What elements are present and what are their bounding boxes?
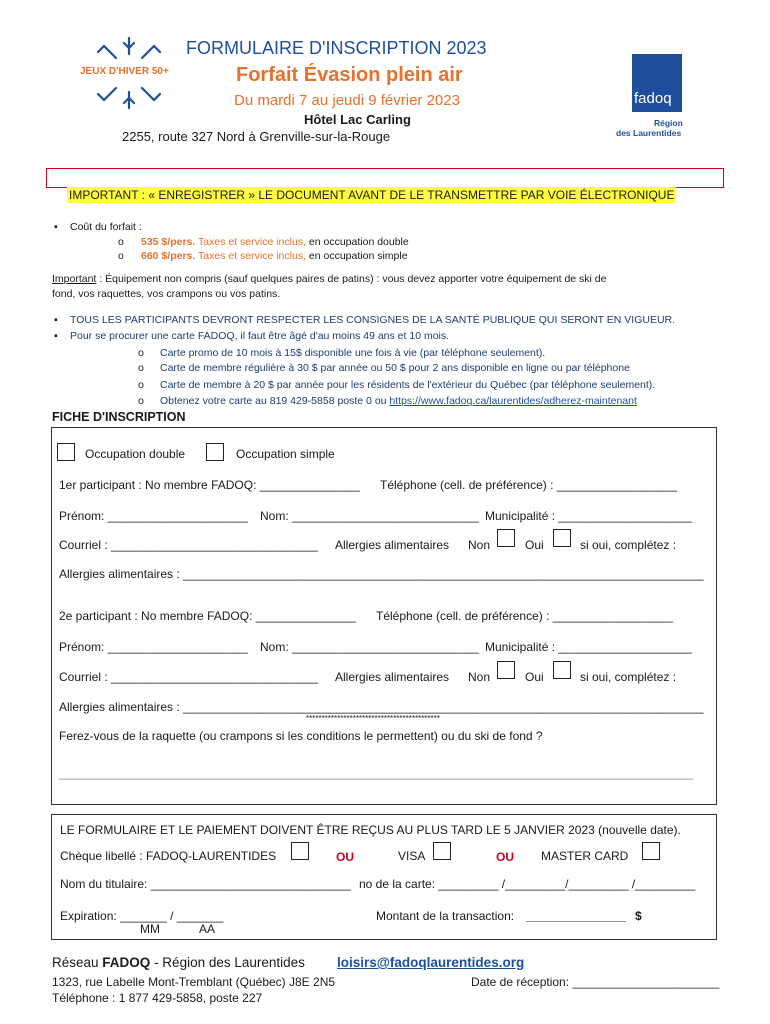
cost-item: o <box>118 236 124 248</box>
p2-nom-field[interactable]: Nom: ____________________________ <box>260 640 479 654</box>
hotel-name: Hôtel Lac Carling <box>304 112 411 127</box>
p2-phone-field[interactable]: Téléphone (cell. de préférence) : __________________ <box>376 609 673 623</box>
obtain-card <box>160 395 637 407</box>
card-item-bullet: o <box>138 347 144 359</box>
form-subtitle: Forfait Évasion plein air <box>236 64 463 86</box>
amount-label: Montant de la transaction: <box>376 909 515 923</box>
occ-simple-text: en occupation simple <box>305 250 408 262</box>
footer-network-bold: FADOQ <box>102 955 151 970</box>
p1-oui-label: Oui <box>525 538 544 552</box>
p1-oui-checkbox[interactable] <box>553 529 571 547</box>
p1-allergies-label: Allergies alimentaires <box>335 538 450 552</box>
taxes-double: Taxes et service inclus, <box>195 236 306 248</box>
footer-network-pre: Réseau <box>52 955 103 970</box>
footer-email-link[interactable]: loisirs@fadoqlaurentides.org <box>337 955 525 970</box>
expiration-mm: MM <box>140 922 160 936</box>
p1-allergies-field[interactable]: Allergies alimentaires : ______________________________________________________________________________ <box>59 567 704 581</box>
card-item-regular: Carte de membre régulière à 30 $ par année ou 50 $ pour 2 ans disponible en ligne ou par téléphone <box>160 362 630 374</box>
occ-simple-checkbox[interactable] <box>206 443 224 461</box>
p2-member-field[interactable]: 2e participant : No membre FADOQ: _______________ <box>59 609 356 623</box>
bullet: ▪ <box>54 314 58 326</box>
occ-simple-label: Occupation simple <box>236 447 335 461</box>
fadoq-membership-link[interactable]: https://www.fadoq.ca/laurentides/adherez-maintenant <box>389 395 637 407</box>
payment-deadline: LE FORMULAIRE ET LE PAIEMENT DOIVENT ÊTRE REÇUS AU PLUS TARD LE 5 JANVIER 2023 (nouvelle date). <box>60 823 681 837</box>
p2-oui-label: Oui <box>525 670 544 684</box>
occ-double-label: Occupation double <box>85 447 186 461</box>
p2-prenom-field[interactable]: Prénom: _____________________ <box>59 640 248 654</box>
reception-date-field[interactable]: Date de réception: ______________________ <box>471 975 720 989</box>
footer-network <box>52 955 305 970</box>
hotel-address: 2255, route 327 Nord à Grenville-sur-la-Rouge <box>122 129 391 144</box>
p2-courriel-field[interactable]: Courriel : _______________________________ <box>59 670 318 684</box>
event-dates: Du mardi 7 au jeudi 9 février 2023 <box>234 92 460 109</box>
equipment-line1 <box>52 273 607 285</box>
cost-label: Coût du forfait : <box>70 221 142 233</box>
fadoq-brand: fadoq <box>634 90 672 107</box>
obtain-text: Obtenez votre carte au 819 429-5858 poste 0 ou <box>160 395 390 407</box>
activity-answer-field[interactable]: _______________________________________________________________________________________________ <box>59 766 694 780</box>
region-line2: des Laurentides <box>616 128 682 138</box>
p2-si-oui-label: si oui, complétez : <box>580 670 677 684</box>
expiration-aa: AA <box>199 922 216 936</box>
footer-network-post: - Région des Laurentides <box>150 955 305 970</box>
bullet: ▪ <box>54 330 58 342</box>
important-banner: IMPORTANT : « ENREGISTRER » LE DOCUMENT AVANT DE LE TRANSMETTRE PAR VOIE ÉLECTRONIQUE <box>69 188 675 202</box>
card-item-bullet: o <box>138 379 144 391</box>
equipment-text: : Équipement non compris (sauf quelques paires de patins) : vous devez apporter votre équipement de ski de <box>96 273 607 285</box>
card-item-promo: Carte promo de 10 mois à 15$ disponible une fois à vie (par téléphone seulement). <box>160 347 546 359</box>
p2-allergies-field[interactable]: Allergies alimentaires : ______________________________________________________________________________ <box>59 700 704 714</box>
p2-oui-checkbox[interactable] <box>553 661 571 679</box>
visa-label: VISA <box>398 849 426 863</box>
activity-question: Ferez-vous de la raquette (ou crampons si les conditions le permettent) ou du ski de fond ? <box>59 729 543 743</box>
separator-stars: ******************************************* <box>306 714 440 723</box>
p1-nom-field[interactable]: Nom: ____________________________ <box>260 509 479 523</box>
ou-separator: OU <box>336 850 354 864</box>
cardholder-field[interactable]: Nom du titulaire: ______________________________ <box>60 877 351 891</box>
card-notice: Pour se procurer une carte FADOQ, il faut être âgé d'au moins 49 ans et 10 mois. <box>70 330 450 342</box>
section-title: FICHE D'INSCRIPTION <box>52 410 186 424</box>
card-number-field[interactable]: no de la carte: _________ /_________/_________ /_________ <box>359 877 696 891</box>
empty-notice-box <box>46 168 724 188</box>
occ-double-text: en occupation double <box>305 236 409 248</box>
card-item-bullet: o <box>138 362 144 374</box>
equipment-line2: fond, vos raquettes, vos crampons ou vos patins. <box>52 288 281 300</box>
p1-si-oui-label: si oui, complétez : <box>580 538 677 552</box>
p2-municipalite-field[interactable]: Municipalité : ____________________ <box>485 640 692 654</box>
taxes-simple: Taxes et service inclus, <box>195 250 306 262</box>
expiration-field[interactable]: Expiration: _______ / _______ <box>60 909 224 923</box>
p1-municipalite-field[interactable]: Municipalité : ____________________ <box>485 509 692 523</box>
form-title: FORMULAIRE D'INSCRIPTION 2023 <box>186 38 487 58</box>
mastercard-checkbox[interactable] <box>642 842 660 860</box>
visa-checkbox[interactable] <box>433 842 451 860</box>
price-simple: 660 $/pers. <box>141 250 196 262</box>
amount-dollar: $ <box>635 909 642 923</box>
cost-item: o <box>118 250 124 262</box>
bullet: ▪ <box>54 221 58 233</box>
footer-phone: Téléphone : 1 877 429-5858, poste 227 <box>52 991 263 1005</box>
equipment-important-label: Important <box>52 273 97 285</box>
cheque-checkbox[interactable] <box>291 842 309 860</box>
p1-prenom-field[interactable]: Prénom: _____________________ <box>59 509 248 523</box>
cost-item-simple <box>141 250 408 262</box>
card-item-bullet: o <box>138 395 144 407</box>
fadoq-logo <box>632 54 682 112</box>
region-line1: Région <box>654 118 683 128</box>
cost-item-double <box>141 236 409 248</box>
p1-phone-field[interactable]: Téléphone (cell. de préférence) : __________________ <box>380 478 677 492</box>
amount-field[interactable]: _______________ <box>526 909 627 923</box>
p2-non-checkbox[interactable] <box>497 661 515 679</box>
price-double: 535 $/pers. <box>141 236 196 248</box>
jeux-hiver-text: JEUX D'HIVER 50+ <box>80 66 169 77</box>
p1-courriel-field[interactable]: Courriel : _______________________________ <box>59 538 318 552</box>
footer-address: 1323, rue Labelle Mont-Tremblant (Québec) J8E 2N5 <box>52 975 336 989</box>
jeux-hiver-logo <box>74 36 184 110</box>
p2-non-label: Non <box>468 670 491 684</box>
p1-non-label: Non <box>468 538 491 552</box>
occ-double-checkbox[interactable] <box>57 443 75 461</box>
card-item-outside: Carte de membre à 20 $ par année pour les résidents de l'extérieur du Québec (par téléphone seulement). <box>160 379 656 391</box>
mastercard-label: MASTER CARD <box>541 849 629 863</box>
health-notice: TOUS LES PARTICIPANTS DEVRONT RESPECTER LES CONSIGNES DE LA SANTÉ PUBLIQUE QUI SERONT EN VIGUEUR. <box>70 314 676 326</box>
ou-separator: OU <box>496 850 514 864</box>
cheque-label: Chèque libellé : FADOQ-LAURENTIDES <box>60 849 277 863</box>
p2-allergies-label: Allergies alimentaires <box>335 670 450 684</box>
p1-non-checkbox[interactable] <box>497 529 515 547</box>
p1-member-field[interactable]: 1er participant : No membre FADOQ: _______________ <box>59 478 360 492</box>
